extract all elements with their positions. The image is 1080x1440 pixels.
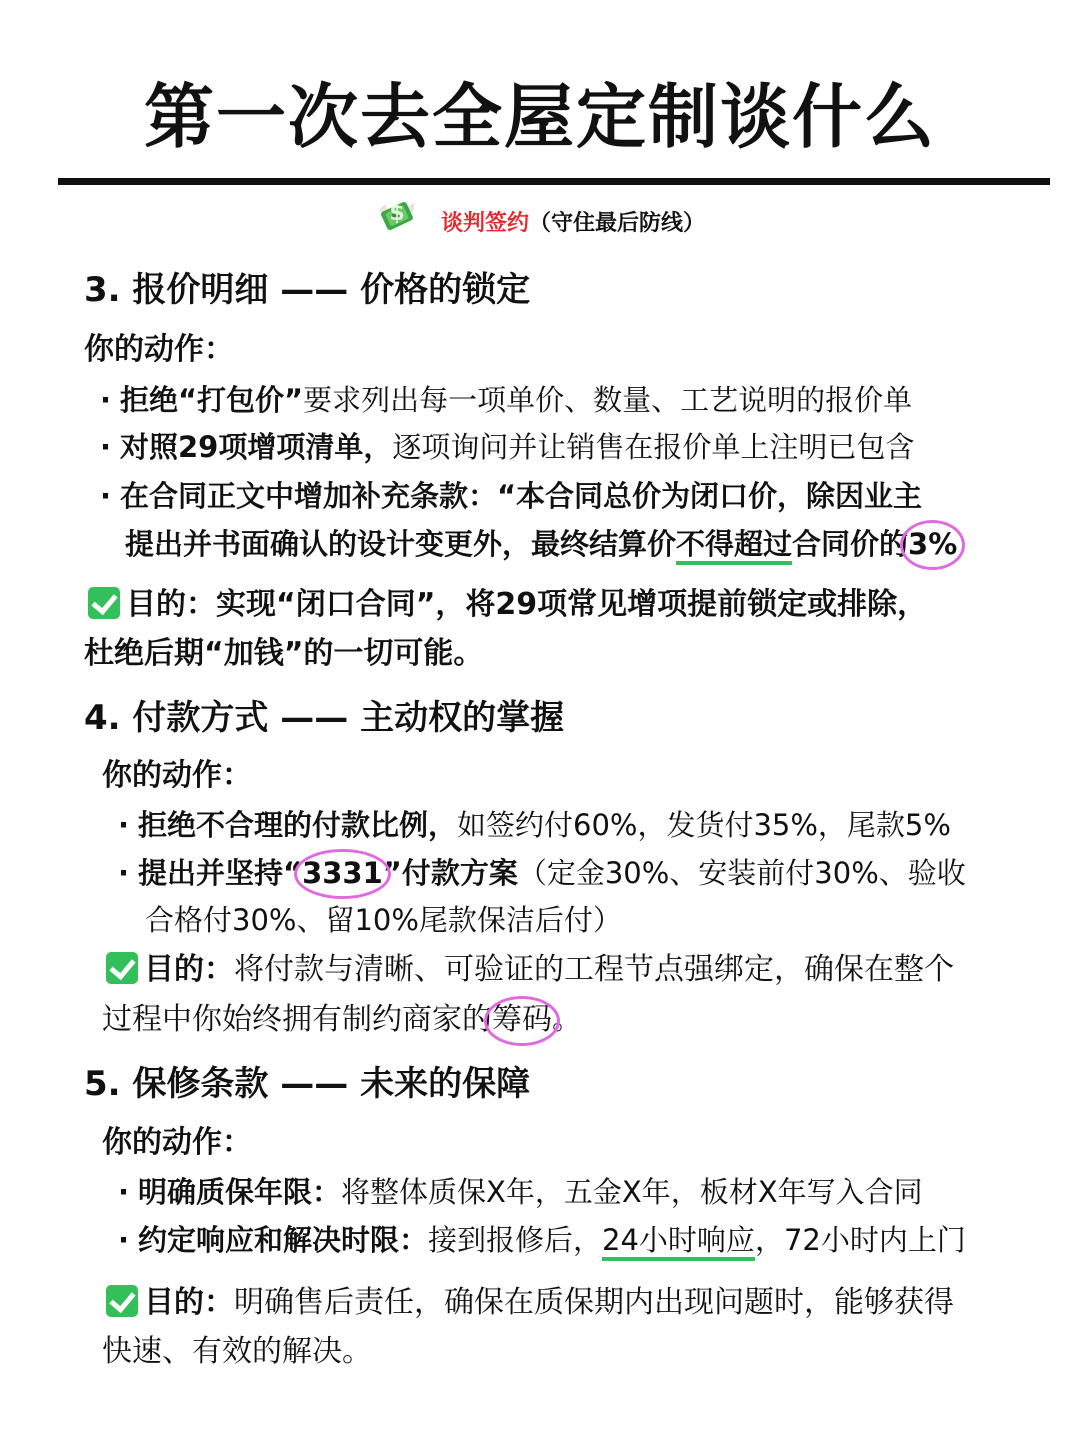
s3-bullet-1 bbox=[100, 380, 912, 420]
check-mark-icon bbox=[106, 952, 138, 984]
s4-purpose-rest: 将付款与清晰、可验证的工程节点强绑定，确保在整个 bbox=[234, 952, 954, 987]
s3-b2-bold: 对照29项增项清单， bbox=[120, 430, 393, 464]
s4-heading: 4. 付款方式 —— 主动权的掌握 bbox=[84, 698, 565, 738]
s3-purpose-cont: 杜绝后期“加钱”的一切可能。 bbox=[84, 636, 484, 671]
s4-purpose-bold: 目的： bbox=[144, 952, 234, 987]
section-heading-red: 谈判签约 bbox=[440, 211, 529, 236]
s3-bullet-2 bbox=[100, 427, 914, 467]
s3-b1-bold: 拒绝“打包价” bbox=[120, 383, 304, 417]
s4-b1-bold: 拒绝不合理的付款比例， bbox=[138, 808, 458, 842]
bullet-dot: · bbox=[118, 808, 130, 842]
s3-circled-3pct: 3% bbox=[908, 524, 957, 564]
s5-underline-24h: 24小时响应 bbox=[602, 1223, 755, 1261]
s5-b2-bold: 约定响应和解决时限： bbox=[138, 1223, 429, 1257]
s5-b1-bold: 明确质保年限： bbox=[138, 1175, 342, 1209]
s3-action-label: 你的动作： bbox=[84, 332, 234, 367]
check-mark-icon bbox=[88, 587, 120, 619]
s4-b2-rest: （定金30%、安装前付30%、验收 bbox=[517, 856, 966, 890]
s4-purpose-line2b: 。 bbox=[552, 1002, 582, 1037]
title-divider bbox=[58, 178, 1050, 185]
bullet-dot: · bbox=[118, 1223, 130, 1257]
s5-heading: 5. 保修条款 —— 未来的保障 bbox=[84, 1064, 531, 1104]
bullet-dot: · bbox=[118, 856, 130, 890]
svg-text:$: $ bbox=[389, 201, 405, 226]
s3-underline-not-exceed: 不得超过 bbox=[676, 527, 792, 565]
s3-b3-line2a: 提出并书面确认的设计变更外，最终结算价 bbox=[125, 527, 677, 561]
s4-b1-rest: 如签约付60%，发货付35%，尾款5% bbox=[457, 808, 951, 842]
page-title: 第一次去全屋定制谈什么 bbox=[144, 76, 936, 158]
money-with-wings-icon bbox=[375, 196, 419, 258]
s5-bullet-2 bbox=[118, 1220, 966, 1260]
s4-purpose-cont bbox=[102, 1000, 582, 1040]
s4-bullet-1 bbox=[118, 805, 951, 845]
s5-purpose-cont: 快速、有效的解决。 bbox=[102, 1334, 372, 1369]
s5-purpose-rest: 明确售后责任，确保在质保期内出现问题时，能够获得 bbox=[234, 1285, 954, 1320]
s3-b1-rest: 要求列出每一项单价、数量、工艺说明的报价单 bbox=[303, 383, 913, 417]
bullet-dot: · bbox=[100, 383, 112, 417]
s4-purpose bbox=[106, 950, 954, 990]
s5-b2-b: ，72小时内上门 bbox=[754, 1223, 966, 1257]
s3-heading: 3. 报价明细 —— 价格的锁定 bbox=[84, 270, 531, 310]
s5-b1-rest: 将整体质保X年，五金X年，板材X年写入合同 bbox=[341, 1175, 923, 1209]
section-heading bbox=[0, 196, 1080, 258]
s3-b3-line1: 在合同正文中增加补充条款：“本合同总价为闭口价，除因业主 bbox=[120, 479, 923, 513]
s5-bullet-1 bbox=[118, 1172, 923, 1212]
s3-bullet-3 bbox=[100, 476, 922, 516]
check-mark-icon bbox=[106, 1285, 138, 1317]
s4-purpose-line2a: 过程中你始终拥有制约商家的 bbox=[102, 1002, 492, 1037]
bullet-dot: · bbox=[100, 430, 112, 464]
s5-purpose-bold: 目的： bbox=[144, 1285, 234, 1320]
s4-circled-3331: 3331 bbox=[302, 853, 383, 893]
section-heading-rest: （守住最后防线） bbox=[529, 211, 706, 236]
s5-action-label: 你的动作： bbox=[102, 1125, 252, 1160]
s4-bullet-2-cont: 合格付30%、留10%尾款保洁后付） bbox=[145, 903, 622, 937]
s5-purpose bbox=[106, 1283, 954, 1323]
bullet-dot: · bbox=[100, 479, 112, 513]
s3-purpose bbox=[88, 585, 927, 625]
s3-b3-line2b: 合同价的 bbox=[792, 527, 909, 561]
s4-bullet-2 bbox=[118, 853, 966, 893]
s4-b2-bold-b: ”付款方案 bbox=[382, 856, 518, 890]
s4-circled-chips: 筹码 bbox=[492, 1000, 552, 1040]
s3-purpose-line1: 目的：实现“闭口合同”，将29项常见增项提前锁定或排除， bbox=[126, 587, 928, 622]
s3-b2-rest: 逐项询问并让销售在报价单上注明已包含 bbox=[392, 430, 915, 464]
s4-b2-bold-a: 提出并坚持“ bbox=[138, 856, 303, 890]
bullet-dot: · bbox=[118, 1175, 130, 1209]
s5-b2-a: 接到报修后， bbox=[428, 1223, 603, 1257]
s3-bullet-3-cont bbox=[125, 524, 957, 564]
s4-action-label: 你的动作： bbox=[102, 758, 252, 793]
